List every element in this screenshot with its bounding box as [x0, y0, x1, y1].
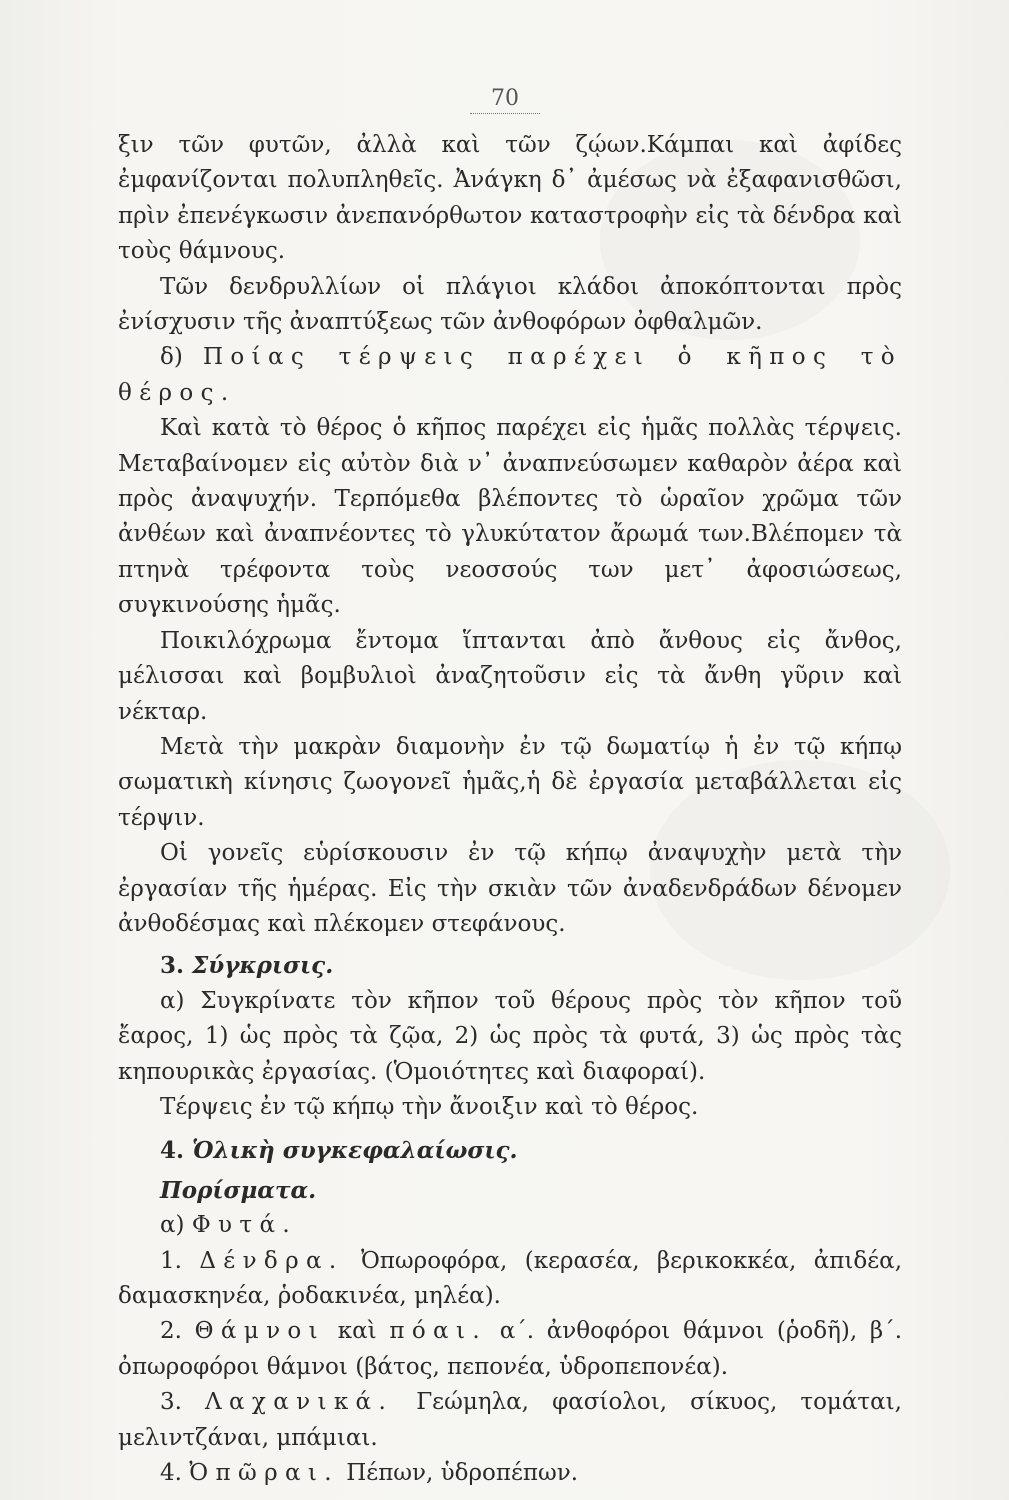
list-item-label: Λαχανικά. — [205, 1389, 394, 1416]
section-4-heading — [118, 1133, 902, 1168]
list-item-label: Ὀπῶραι. — [189, 1460, 339, 1487]
section-3-heading — [118, 948, 902, 983]
subsection-d-prefix: δ) — [160, 344, 203, 371]
section-4-item-a — [118, 1208, 902, 1243]
list-item-number: 3. — [160, 1389, 206, 1416]
list-item-text: Ὀπωροφόρα, (κερασέα, βερικοκκέα, ἀπιδέα, δαμασκηνέα, ῥοδακινέα, μηλέα). — [118, 1247, 903, 1309]
paragraph-summer-pleasures: Καὶ κατὰ τὸ θέρος ὁ κῆπος παρέχει εἰς ἡμᾶς πολλὰς τέρψεις. Μεταβαίνομεν εἰς αὐτὸν διὰ ν᾽ ἀναπνεύσωμεν καθαρὸν ἀέρα καὶ πρὸς ἀναψυχήν. Τερπόμεθα βλέποντες τὸ ὡραῖον χρῶμα τῶν ἀνθέων καὶ ἀναπνέοντες τὸ γλυκύτατον ἄρωμά των.Βλέπομεν τὰ πτηνὰ τρέφοντα τοὺς νεοσσούς των μετ᾽ ἀφοσιώσεως, συγκινούσης ἡμᾶς. — [118, 415, 902, 619]
list-item-label: Θάμνοι — [194, 1318, 326, 1345]
paragraph-pruning: Τῶν δενδρυλλίων οἱ πλάγιοι κλάδοι ἀποκόπτονται πρὸς ἐνίσχυσιν τῆς ἀναπτύξεως τῶν ἀνθοφόρων ὀφθαλμῶν. — [118, 273, 902, 336]
section-4-subtitle: Πορίσματα. — [160, 1176, 317, 1204]
list-item — [118, 1314, 902, 1385]
section-4-title: Ὁλικὴ συγκεφαλαίωσις. — [192, 1137, 518, 1165]
page-number: 70 — [470, 86, 540, 114]
paragraph-insects: Ποικιλόχρωμα ἔντομα ἵπτανται ἀπὸ ἄνθους εἰς ἄνθος, μέλισσαι καὶ βομβυλιοὶ ἀναζητοῦσιν εἰς τὰ ἄνθη γῦριν καὶ νέκταρ. — [118, 627, 902, 725]
list-item-number: 2. — [160, 1318, 195, 1345]
paragraph-continuation: ξιν τῶν φυτῶν, ἀλλὰ καὶ τῶν ζῴων.Κάμπαι καὶ ἀφίδες ἐμφανίζονται πολυπληθεῖς. Ἀνάγκη δ᾽ ἀμέσως νὰ ἐξαφανισθῶσι, πρὶν ἐπενέγκωσιν ἀνεπανόρθωτον καταστροφὴν εἰς τὰ δένδρα καὶ τοὺς θάμνους. — [118, 132, 902, 265]
section-4-number: 4. — [160, 1137, 185, 1165]
list-item-text: Γεώμηλα, φασίολοι, σίκυος, τομάται, μελιντζάναι, μπάμιαι. — [118, 1389, 902, 1451]
list-item-text: Πέπων, ὑδροπέπων. — [338, 1460, 579, 1487]
paragraph-exercise: Μετὰ τὴν μακρὰν διαμονὴν ἐν τῷ δωματίῳ ἡ ἐν τῷ κήπῳ σωματικὴ κίνησις ζωογονεῖ ἡμᾶς,ἡ δὲ ἐργασία μεταβάλλεται εἰς τέρψιν. — [118, 733, 902, 831]
paragraph-parents: Οἱ γονεῖς εὑρίσκουσιν ἐν τῷ κήπῳ ἀναψυχὴν μετὰ τὴν ἐργασίαν τῆς ἡμέρας. Εἰς τὴν σκιὰν τῶν ἀναδενδράδων δένομεν ἀνθοδέσμας καὶ πλέκομεν στεφάνους. — [118, 840, 902, 937]
page-body — [118, 128, 902, 1491]
list-item — [118, 1244, 902, 1315]
section-3-item-a: α) Συγκρίνατε τὸν κῆπον τοῦ θέρους πρὸς τὸν κῆπον τοῦ ἔαρος, 1) ὡς πρὸς τὰ ζῷα, 2) ὡς πρὸς τὰ φυτά, 3) ὡς πρὸς τὰς κηπουρικὰς ἐργασίας. (Ὁμοιότητες καὶ διαφοραί). — [118, 987, 902, 1085]
list-item-number: 1. — [160, 1247, 200, 1274]
item-a-prefix: α) — [160, 1212, 192, 1239]
list-item — [118, 1385, 902, 1456]
section-3-title: Σύγκρισις. — [192, 952, 334, 980]
list-item-number: 4. — [160, 1460, 190, 1487]
subsection-d-title: Ποίας τέρψεις παρέχει ὁ κῆπος τὸ θέρος. — [118, 344, 902, 406]
list-item-text: α΄. ἀνθοφόροι θάμνοι (ῥοδῆ), β΄. ὀπωροφόροι θάμνοι (βάτος, πεπονέα, ὑδροπεπονέα). — [118, 1318, 903, 1380]
list-item-label-2: πόαι. — [389, 1318, 487, 1345]
item-a-label: Φυτά. — [191, 1212, 298, 1239]
section-3-item-b: Τέρψεις ἐν τῷ κήπῳ τὴν ἄνοιξιν καὶ τὸ θέρος. — [160, 1093, 699, 1120]
section-3-number: 3. — [160, 952, 185, 980]
list-item-connector: καὶ — [325, 1318, 390, 1345]
subsection-d-heading — [118, 340, 902, 411]
list-item-label: Δένδρα. — [199, 1247, 344, 1274]
list-item — [118, 1456, 902, 1491]
